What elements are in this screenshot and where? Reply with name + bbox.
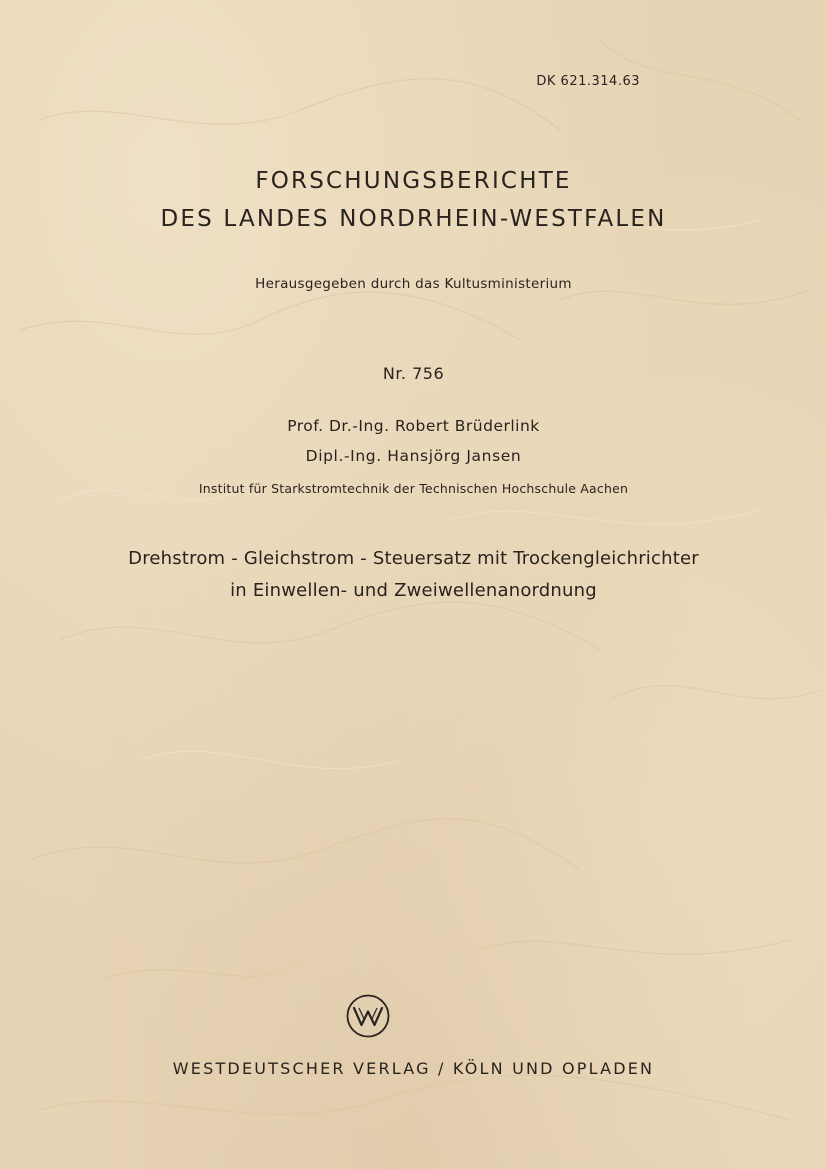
report-number: Nr. 756 (382, 364, 445, 383)
book-title-line2: in Einwellen- und Zweiwellenanordnung (230, 580, 597, 601)
publisher-imprint: WESTDEUTSCHER VERLAG / KÖLN UND OPLADEN (172, 1059, 655, 1078)
author-2: Dipl.-Ing. Hansjörg Jansen (305, 447, 522, 465)
wv-circle-logo (345, 993, 391, 1039)
institute: Institut für Starkstromtechnik der Technischen Hochschule Aachen (198, 481, 629, 496)
author-1: Prof. Dr.-Ing. Robert Brüderlink (287, 417, 540, 435)
editor-note: Herausgegeben durch das Kultusministerium (255, 276, 572, 292)
series-title-line2: DES LANDES NORDRHEIN-WESTFALEN (160, 206, 667, 232)
book-title-line1: Drehstrom - Gleichstrom - Steuersatz mit Trockengleichrichter (128, 548, 699, 569)
series-title-line1: FORSCHUNGSBERICHTE (255, 168, 572, 194)
classification-number: DK 621.314.63 (536, 74, 640, 89)
